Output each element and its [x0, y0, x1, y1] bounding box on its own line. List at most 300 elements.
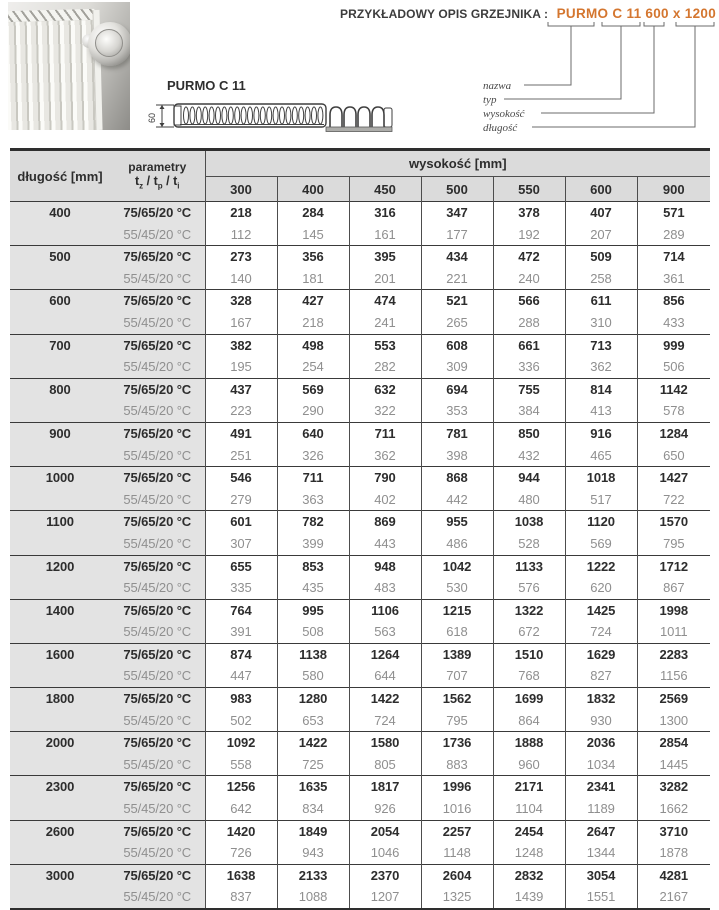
param-high-cell: 75/65/20 °C [110, 820, 205, 842]
param-high-cell: 75/65/20 °C [110, 290, 205, 312]
param-high-cell: 75/65/20 °C [110, 864, 205, 886]
output-cell: 1425 [565, 599, 637, 621]
output-cell: 867 [637, 577, 710, 599]
param-low-cell: 55/45/20 °C [110, 798, 205, 820]
output-cell: 995 [277, 599, 349, 621]
row-800-high [10, 378, 710, 400]
length-cell: 500 [10, 246, 110, 290]
output-cell: 2854 [637, 732, 710, 754]
output-cell: 218 [277, 312, 349, 334]
output-cell: 3054 [565, 864, 637, 886]
params-label: parametry [128, 159, 187, 174]
output-cell: 724 [565, 621, 637, 643]
output-cell: 2341 [565, 776, 637, 798]
output-cell: 328 [205, 290, 277, 312]
output-cell: 768 [493, 665, 565, 687]
output-cell: 363 [277, 489, 349, 511]
output-cell: 382 [205, 334, 277, 356]
output-cell: 432 [493, 445, 565, 467]
length-cell: 1800 [10, 688, 110, 732]
output-cell: 347 [421, 202, 493, 224]
output-cell: 546 [205, 467, 277, 489]
output-cell: 140 [205, 268, 277, 290]
output-cell: 1038 [493, 511, 565, 533]
radiator-photo [8, 2, 130, 130]
param-high-cell: 75/65/20 °C [110, 202, 205, 224]
radiator-front-panel [8, 9, 98, 130]
output-cell: 362 [349, 445, 421, 467]
row-900-high [10, 422, 710, 444]
output-cell: 1699 [493, 688, 565, 710]
output-cell: 192 [493, 224, 565, 246]
row-400-low [10, 224, 710, 246]
output-cell: 1638 [205, 864, 277, 886]
output-cell: 724 [349, 710, 421, 732]
dimension-60-label: 60 [147, 112, 157, 123]
output-cell: 795 [421, 710, 493, 732]
output-cell: 1300 [637, 710, 710, 732]
output-cell: 1133 [493, 555, 565, 577]
row-600-high [10, 290, 710, 312]
length-cell: 600 [10, 290, 110, 334]
height-col-500: 500 [421, 177, 493, 202]
output-cell: 407 [565, 202, 637, 224]
row-1400-low [10, 621, 710, 643]
output-cell: 611 [565, 290, 637, 312]
param-low-cell: 55/45/20 °C [110, 224, 205, 246]
annotation-label-nazwa: nazwa [483, 80, 512, 92]
output-cell: 1445 [637, 754, 710, 776]
output-cell: 356 [277, 246, 349, 268]
output-cell: 1138 [277, 643, 349, 665]
output-cell: 483 [349, 577, 421, 599]
output-cell: 361 [637, 268, 710, 290]
output-cell: 2036 [565, 732, 637, 754]
output-cell: 1570 [637, 511, 710, 533]
row-3000-low [10, 886, 710, 909]
param-low-cell: 55/45/20 °C [110, 842, 205, 864]
output-cell: 1389 [421, 643, 493, 665]
output-cell: 868 [421, 467, 493, 489]
output-cell: 2832 [493, 864, 565, 886]
row-1800-high [10, 688, 710, 710]
output-cell: 3282 [637, 776, 710, 798]
output-cell: 161 [349, 224, 421, 246]
row-700-high [10, 334, 710, 356]
output-cell: 869 [349, 511, 421, 533]
output-cell: 926 [349, 798, 421, 820]
col-header-height: wysokość [mm] [205, 150, 710, 177]
output-cell: 1046 [349, 842, 421, 864]
output-cell: 1042 [421, 555, 493, 577]
col-header-length: długość [mm] [10, 150, 110, 202]
param-low-cell: 55/45/20 °C [110, 489, 205, 511]
output-cell: 608 [421, 334, 493, 356]
output-cell: 289 [637, 224, 710, 246]
length-cell: 1200 [10, 555, 110, 599]
output-cell: 443 [349, 533, 421, 555]
thermostat-valve [88, 22, 130, 66]
output-cell: 258 [565, 268, 637, 290]
output-cell: 837 [205, 886, 277, 909]
model-annotation-diagram [440, 0, 719, 148]
output-cell: 1092 [205, 732, 277, 754]
output-cell: 755 [493, 378, 565, 400]
row-1200-low [10, 577, 710, 599]
row-900-low [10, 445, 710, 467]
output-cell: 498 [277, 334, 349, 356]
output-cell: 1034 [565, 754, 637, 776]
output-cell: 1562 [421, 688, 493, 710]
length-cell: 800 [10, 378, 110, 422]
row-700-low [10, 356, 710, 378]
output-cell: 1120 [565, 511, 637, 533]
param-high-cell: 75/65/20 °C [110, 467, 205, 489]
height-col-400: 400 [277, 177, 349, 202]
length-cell: 1000 [10, 467, 110, 511]
output-cell: 1156 [637, 665, 710, 687]
output-cell: 288 [493, 312, 565, 334]
output-cell: 916 [565, 422, 637, 444]
output-cell: 1215 [421, 599, 493, 621]
param-low-cell: 55/45/20 °C [110, 356, 205, 378]
output-cell: 726 [205, 842, 277, 864]
output-cell: 1878 [637, 842, 710, 864]
output-cell: 1207 [349, 886, 421, 909]
output-cell: 571 [637, 202, 710, 224]
height-col-600: 600 [565, 177, 637, 202]
output-cell: 856 [637, 290, 710, 312]
output-cell: 714 [637, 246, 710, 268]
output-cell: 553 [349, 334, 421, 356]
output-cell: 1422 [277, 732, 349, 754]
output-cell: 207 [565, 224, 637, 246]
param-high-cell: 75/65/20 °C [110, 334, 205, 356]
param-high-cell: 75/65/20 °C [110, 776, 205, 798]
output-cell: 1422 [349, 688, 421, 710]
output-cell: 3710 [637, 820, 710, 842]
output-cell: 563 [349, 621, 421, 643]
output-cell: 960 [493, 754, 565, 776]
output-cell: 1106 [349, 599, 421, 621]
row-600-low [10, 312, 710, 334]
output-cell: 983 [205, 688, 277, 710]
output-cell: 1248 [493, 842, 565, 864]
param-high-cell: 75/65/20 °C [110, 688, 205, 710]
output-cell: 241 [349, 312, 421, 334]
output-cell: 399 [277, 533, 349, 555]
output-cell: 2167 [637, 886, 710, 909]
model-brackets [548, 22, 714, 26]
output-cell: 1256 [205, 776, 277, 798]
output-cell: 2133 [277, 864, 349, 886]
param-low-cell: 55/45/20 °C [110, 665, 205, 687]
length-cell: 1600 [10, 643, 110, 687]
output-cell: 943 [277, 842, 349, 864]
output-cell: 672 [493, 621, 565, 643]
output-cell: 580 [277, 665, 349, 687]
output-cell: 2454 [493, 820, 565, 842]
output-cell: 434 [421, 246, 493, 268]
output-cell: 530 [421, 577, 493, 599]
output-cell: 642 [205, 798, 277, 820]
output-cell: 112 [205, 224, 277, 246]
output-cell: 782 [277, 511, 349, 533]
table-body [10, 202, 710, 910]
output-cell: 265 [421, 312, 493, 334]
output-cell: 336 [493, 356, 565, 378]
output-cell: 310 [565, 312, 637, 334]
length-cell: 2300 [10, 776, 110, 820]
annotation-label-wysokosc: wysokość [483, 108, 525, 120]
output-cell: 465 [565, 445, 637, 467]
example-model-code: PURMO C 11 600 x 1200 [556, 6, 716, 21]
output-cell: 999 [637, 334, 710, 356]
output-cell: 1344 [565, 842, 637, 864]
output-cell: 618 [421, 621, 493, 643]
length-cell: 900 [10, 422, 110, 466]
row-400-high [10, 202, 710, 224]
length-cell: 1100 [10, 511, 110, 555]
output-cell: 307 [205, 533, 277, 555]
output-cell: 653 [277, 710, 349, 732]
param-low-cell: 55/45/20 °C [110, 621, 205, 643]
output-cell: 378 [493, 202, 565, 224]
output-cell: 472 [493, 246, 565, 268]
radiator-output-table [10, 148, 710, 910]
panel-body [174, 104, 326, 127]
dimension-60 [147, 105, 174, 127]
output-cell: 1662 [637, 798, 710, 820]
annotation-label-typ: typ [483, 94, 497, 106]
height-col-450: 450 [349, 177, 421, 202]
output-cell: 1264 [349, 643, 421, 665]
row-1600-high [10, 643, 710, 665]
output-cell: 279 [205, 489, 277, 511]
output-cell: 335 [205, 577, 277, 599]
output-cell: 1325 [421, 886, 493, 909]
param-low-cell: 55/45/20 °C [110, 577, 205, 599]
output-cell: 509 [565, 246, 637, 268]
param-high-cell: 75/65/20 °C [110, 378, 205, 400]
output-cell: 502 [205, 710, 277, 732]
output-cell: 2257 [421, 820, 493, 842]
output-cell: 1016 [421, 798, 493, 820]
output-cell: 655 [205, 555, 277, 577]
output-cell: 725 [277, 754, 349, 776]
output-cell: 1420 [205, 820, 277, 842]
row-1800-low [10, 710, 710, 732]
param-low-cell: 55/45/20 °C [110, 533, 205, 555]
output-cell: 322 [349, 400, 421, 422]
output-cell: 167 [205, 312, 277, 334]
params-symbols: $t_z / t_p / t_i$ [135, 173, 180, 191]
output-cell: 508 [277, 621, 349, 643]
output-cell: 955 [421, 511, 493, 533]
output-cell: 201 [349, 268, 421, 290]
row-2000-high [10, 732, 710, 754]
output-cell: 1832 [565, 688, 637, 710]
output-cell: 864 [493, 710, 565, 732]
output-cell: 1888 [493, 732, 565, 754]
output-cell: 353 [421, 400, 493, 422]
output-cell: 398 [421, 445, 493, 467]
output-cell: 1998 [637, 599, 710, 621]
param-high-cell: 75/65/20 °C [110, 246, 205, 268]
output-cell: 251 [205, 445, 277, 467]
output-cell: 309 [421, 356, 493, 378]
output-cell: 827 [565, 665, 637, 687]
length-cell: 700 [10, 334, 110, 378]
output-cell: 2171 [493, 776, 565, 798]
param-low-cell: 55/45/20 °C [110, 754, 205, 776]
param-low-cell: 55/45/20 °C [110, 312, 205, 334]
output-cell: 1736 [421, 732, 493, 754]
length-cell: 3000 [10, 864, 110, 909]
output-cell: 707 [421, 665, 493, 687]
table-header [10, 150, 710, 202]
length-cell: 2600 [10, 820, 110, 864]
output-cell: 2569 [637, 688, 710, 710]
output-cell: 221 [421, 268, 493, 290]
output-cell: 1580 [349, 732, 421, 754]
height-col-550: 550 [493, 177, 565, 202]
output-cell: 384 [493, 400, 565, 422]
output-cell: 474 [349, 290, 421, 312]
output-cell: 853 [277, 555, 349, 577]
output-cell: 1510 [493, 643, 565, 665]
output-cell: 517 [565, 489, 637, 511]
output-cell: 1142 [637, 378, 710, 400]
output-cell: 722 [637, 489, 710, 511]
param-high-cell: 75/65/20 °C [110, 555, 205, 577]
convector-detail [326, 107, 392, 132]
output-cell: 316 [349, 202, 421, 224]
output-cell: 948 [349, 555, 421, 577]
output-cell: 576 [493, 577, 565, 599]
row-800-low [10, 400, 710, 422]
output-cell: 2370 [349, 864, 421, 886]
row-1600-low [10, 665, 710, 687]
param-high-cell: 75/65/20 °C [110, 732, 205, 754]
output-cell: 1996 [421, 776, 493, 798]
output-cell: 1222 [565, 555, 637, 577]
row-2300-low [10, 798, 710, 820]
output-cell: 491 [205, 422, 277, 444]
output-cell: 640 [277, 422, 349, 444]
output-cell: 240 [493, 268, 565, 290]
row-500-high [10, 246, 710, 268]
output-cell: 282 [349, 356, 421, 378]
output-cell: 1635 [277, 776, 349, 798]
row-2000-low [10, 754, 710, 776]
param-low-cell: 55/45/20 °C [110, 710, 205, 732]
output-cell: 1011 [637, 621, 710, 643]
output-cell: 601 [205, 511, 277, 533]
output-cell: 290 [277, 400, 349, 422]
output-cell: 402 [349, 489, 421, 511]
output-cell: 2283 [637, 643, 710, 665]
length-cell: 2000 [10, 732, 110, 776]
output-cell: 1148 [421, 842, 493, 864]
output-cell: 528 [493, 533, 565, 555]
output-cell: 521 [421, 290, 493, 312]
output-cell: 883 [421, 754, 493, 776]
param-low-cell: 55/45/20 °C [110, 400, 205, 422]
row-1000-low [10, 489, 710, 511]
output-cell: 1712 [637, 555, 710, 577]
row-2300-high [10, 776, 710, 798]
output-cell: 273 [205, 246, 277, 268]
output-cell: 254 [277, 356, 349, 378]
output-cell: 713 [565, 334, 637, 356]
output-cell: 620 [565, 577, 637, 599]
output-cell: 2604 [421, 864, 493, 886]
leader-lines [504, 26, 695, 127]
output-cell: 874 [205, 643, 277, 665]
row-2600-low [10, 842, 710, 864]
output-cell: 814 [565, 378, 637, 400]
output-cell: 1551 [565, 886, 637, 909]
param-high-cell: 75/65/20 °C [110, 422, 205, 444]
output-cell: 566 [493, 290, 565, 312]
row-500-low [10, 268, 710, 290]
output-cell: 435 [277, 577, 349, 599]
output-cell: 218 [205, 202, 277, 224]
output-cell: 442 [421, 489, 493, 511]
output-cell: 195 [205, 356, 277, 378]
param-low-cell: 55/45/20 °C [110, 445, 205, 467]
length-cell: 400 [10, 202, 110, 246]
output-cell: 480 [493, 489, 565, 511]
row-1100-low [10, 533, 710, 555]
output-cell: 850 [493, 422, 565, 444]
output-cell: 1629 [565, 643, 637, 665]
example-caption: PRZYKŁADOWY OPIS GRZEJNIKA : [340, 7, 549, 21]
row-1400-high [10, 599, 710, 621]
output-cell: 362 [565, 356, 637, 378]
output-cell: 145 [277, 224, 349, 246]
output-cell: 413 [565, 400, 637, 422]
output-cell: 1189 [565, 798, 637, 820]
output-cell: 694 [421, 378, 493, 400]
output-cell: 284 [277, 202, 349, 224]
output-cell: 437 [205, 378, 277, 400]
output-cell: 795 [637, 533, 710, 555]
output-cell: 790 [349, 467, 421, 489]
output-cell: 1018 [565, 467, 637, 489]
output-cell: 395 [349, 246, 421, 268]
output-cell: 447 [205, 665, 277, 687]
output-cell: 1104 [493, 798, 565, 820]
output-cell: 632 [349, 378, 421, 400]
param-low-cell: 55/45/20 °C [110, 886, 205, 909]
product-label: PURMO C 11 [167, 78, 246, 93]
output-cell: 1817 [349, 776, 421, 798]
param-high-cell: 75/65/20 °C [110, 643, 205, 665]
row-1200-high [10, 555, 710, 577]
output-cell: 177 [421, 224, 493, 246]
output-cell: 711 [277, 467, 349, 489]
annotation-label-dlugosc: długość [483, 122, 518, 134]
output-cell: 1284 [637, 422, 710, 444]
output-cell: 644 [349, 665, 421, 687]
output-cell: 764 [205, 599, 277, 621]
output-cell: 650 [637, 445, 710, 467]
param-low-cell: 55/45/20 °C [110, 268, 205, 290]
cross-section-diagram [146, 94, 396, 144]
row-3000-high [10, 864, 710, 886]
